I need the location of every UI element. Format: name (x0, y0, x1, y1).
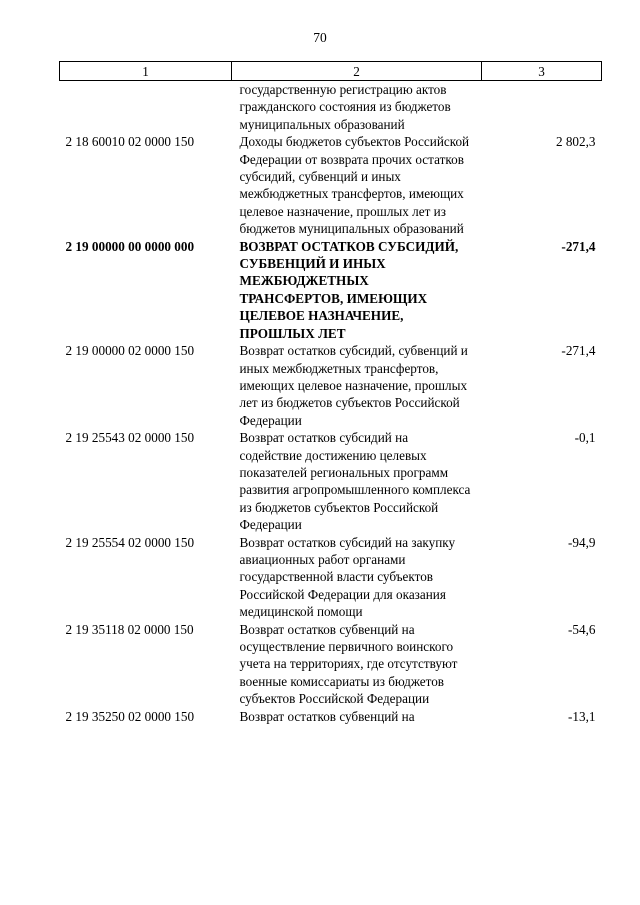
row-amount: -0,1 (574, 430, 596, 446)
row-amount: 2 802,3 (555, 134, 596, 150)
row-name: Возврат остатков субсидий на закупку авиационных работ органами государственной власти субъектов Российской Федерации для оказания медицинской помощи (239, 534, 456, 620)
table-row (60, 342, 602, 429)
row-code: 2 19 00000 02 0000 150 (65, 343, 195, 359)
row-code: 2 19 25543 02 0000 150 (65, 430, 195, 446)
row-amount: -94,9 (568, 534, 596, 550)
budget-table (59, 61, 602, 725)
table-row (60, 429, 602, 533)
row-name: государственную регистрацию актов гражданского состояния из бюджетов муниципальных образований (239, 82, 451, 132)
row-code: 2 18 60010 02 0000 150 (65, 134, 195, 150)
table-row (60, 133, 602, 237)
row-name: ВОЗВРАТ ОСТАТКОВ СУБСИДИЙ, СУБВЕНЦИЙ И ИНЫХ МЕЖБЮДЖЕТНЫХ ТРАНСФЕРТОВ, ИМЕЮЩИХ ЦЕЛЕВОЕ НАЗНАЧЕНИЕ, ПРОШЛЫХ ЛЕТ (239, 238, 459, 341)
row-code (60, 81, 232, 134)
column-header-amount: 3 (482, 62, 602, 81)
table-header-row (60, 62, 602, 81)
page-number: 70 (313, 30, 327, 45)
column-header-code: 1 (60, 62, 232, 81)
table-row-section-total (60, 238, 602, 342)
row-name: Возврат остатков субвенций на (239, 708, 415, 724)
row-name: Возврат остатков субсидий, субвенций и иных межбюджетных трансфертов, имеющих целевое назначение, прошлых лет из бюджетов субъектов Российской Федерации (239, 343, 468, 428)
row-code: 2 19 25554 02 0000 150 (65, 534, 195, 550)
column-header-name: 2 (232, 62, 482, 81)
row-code: 2 19 00000 00 0000 000 (65, 238, 195, 254)
table-row (60, 621, 602, 708)
row-code: 2 19 35118 02 0000 150 (65, 621, 194, 637)
row-name: Возврат остатков субсидий на содействие достижению целевых показателей региональных программ развития агропромышленного комплекса из бюджетов субъектов Российской Федерации (239, 430, 471, 533)
table-row (60, 534, 602, 621)
row-amount: -271,4 (561, 238, 596, 254)
row-name: Возврат остатков субвенций на осуществление первичного воинского учета на территориях, где отсутствуют военные комиссариаты из бюджетов субъектов Российской Федерации (239, 621, 458, 707)
row-name: Доходы бюджетов субъектов Российской Федерации от возврата прочих остатков субсидий, субвенций и иных межбюджетных трансфертов, имеющих целевое назначение, прошлых лет из бюджетов муниципальных образований (239, 134, 470, 237)
row-code: 2 19 35250 02 0000 150 (65, 708, 195, 724)
row-amount: -54,6 (568, 621, 596, 637)
table-row (60, 81, 602, 134)
row-amount: -271,4 (561, 343, 596, 359)
row-amount: -13,1 (568, 708, 596, 724)
row-amount (482, 81, 602, 134)
table-row (60, 708, 602, 725)
